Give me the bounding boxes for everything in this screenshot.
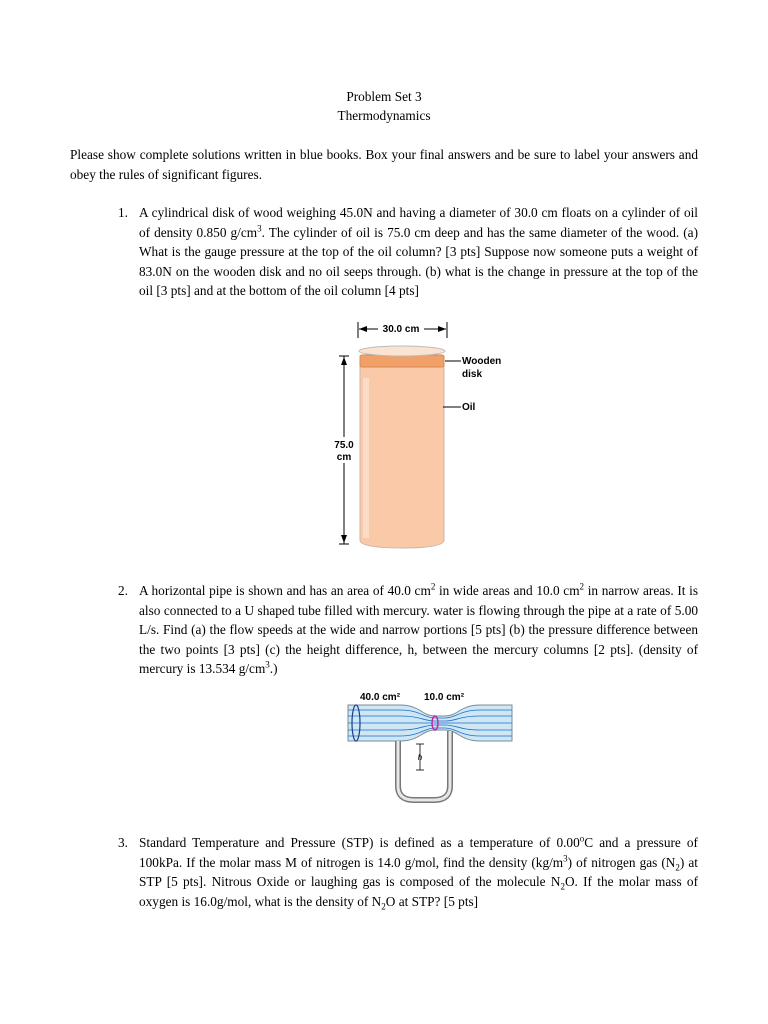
oil-cylinder-figure: [325, 318, 505, 553]
problem-number: 2.: [118, 583, 128, 598]
oil-label: Oil: [462, 402, 476, 413]
problem-text: A horizontal pipe is shown and has an area of 40.0 $cm^2$ in wide areas and 10.0 $cm^2$ in narrow areas. It is also connected to a U shaped tube filled with mercury. water is flowing through the pipe at a rate of 5.00 L/s. Find (a) the flow speeds at the wide and narrow portions [5 pts] (b) the pressure difference between the two points [3 pts] (c) the height difference, h, between the mercury columns [2 pts]. (density of mercury is 13.534 $g/cm^3$.): [139, 581, 698, 676]
intro-paragraph: Please show complete solutions written in blue books. Box your final answers and be sure to label your answers and obey the rules of significant figures.: [70, 147, 698, 182]
problem-2: [118, 581, 698, 679]
svg-text:cm: cm: [336, 452, 352, 463]
page-title: Problem Set 3: [346, 89, 422, 104]
problem-number: 3.: [118, 835, 128, 850]
height-label: 75.0: [334, 440, 354, 451]
problem-text: Standard Temperature and Pressure (STP) is defined as a temperature of 0.00$^o$C and a pressure of 100kPa. If the molar mass M of nitrogen is 14.0 g/mol, find the density $(kg/m^3)$ of nitrogen gas $(N_2)$ at STP [5 pts]. Nitrous Oxide or laughing gas is composed of the molecule $N_2O$. If the molar mass of oxygen is 16.0g/mol, what is the density of $N_2O$ at STP? [5 pts]: [139, 833, 698, 912]
venturi-pipe-figure: [340, 688, 520, 808]
narrow-area-label: 10.0 cm²: [424, 692, 465, 703]
problem-text: A cylindrical disk of wood weighing 45.0N and having a diameter of 30.0 cm floats on a cylinder of oil of density 0.850 $g/cm^3$. The cylinder of oil is 75.0 cm deep and has the same diameter of the wood. (a) What is the gauge pressure at the top of the oil column? [3 pts] Suppose now someone puts a weight of 83.0N on the wooden disk and no oil seeps through. (b) what is the change in pressure at the top of the oil [3 pts] and at the bottom of the oil column [4 pts]: [139, 205, 698, 298]
problem-3: [118, 833, 698, 911]
wooden-disk-label: Wooden: [462, 356, 502, 367]
problem-1: [118, 203, 698, 301]
wide-area-label: 40.0 cm²: [360, 692, 401, 703]
problem-number: 1.: [118, 205, 128, 220]
oil-column: [360, 356, 444, 548]
wooden-disk: [360, 355, 444, 367]
page-subtitle: Thermodynamics: [337, 108, 431, 123]
h-label: h: [417, 753, 423, 762]
diameter-label: 30.0 cm: [382, 324, 420, 335]
svg-text:disk: disk: [462, 369, 483, 380]
